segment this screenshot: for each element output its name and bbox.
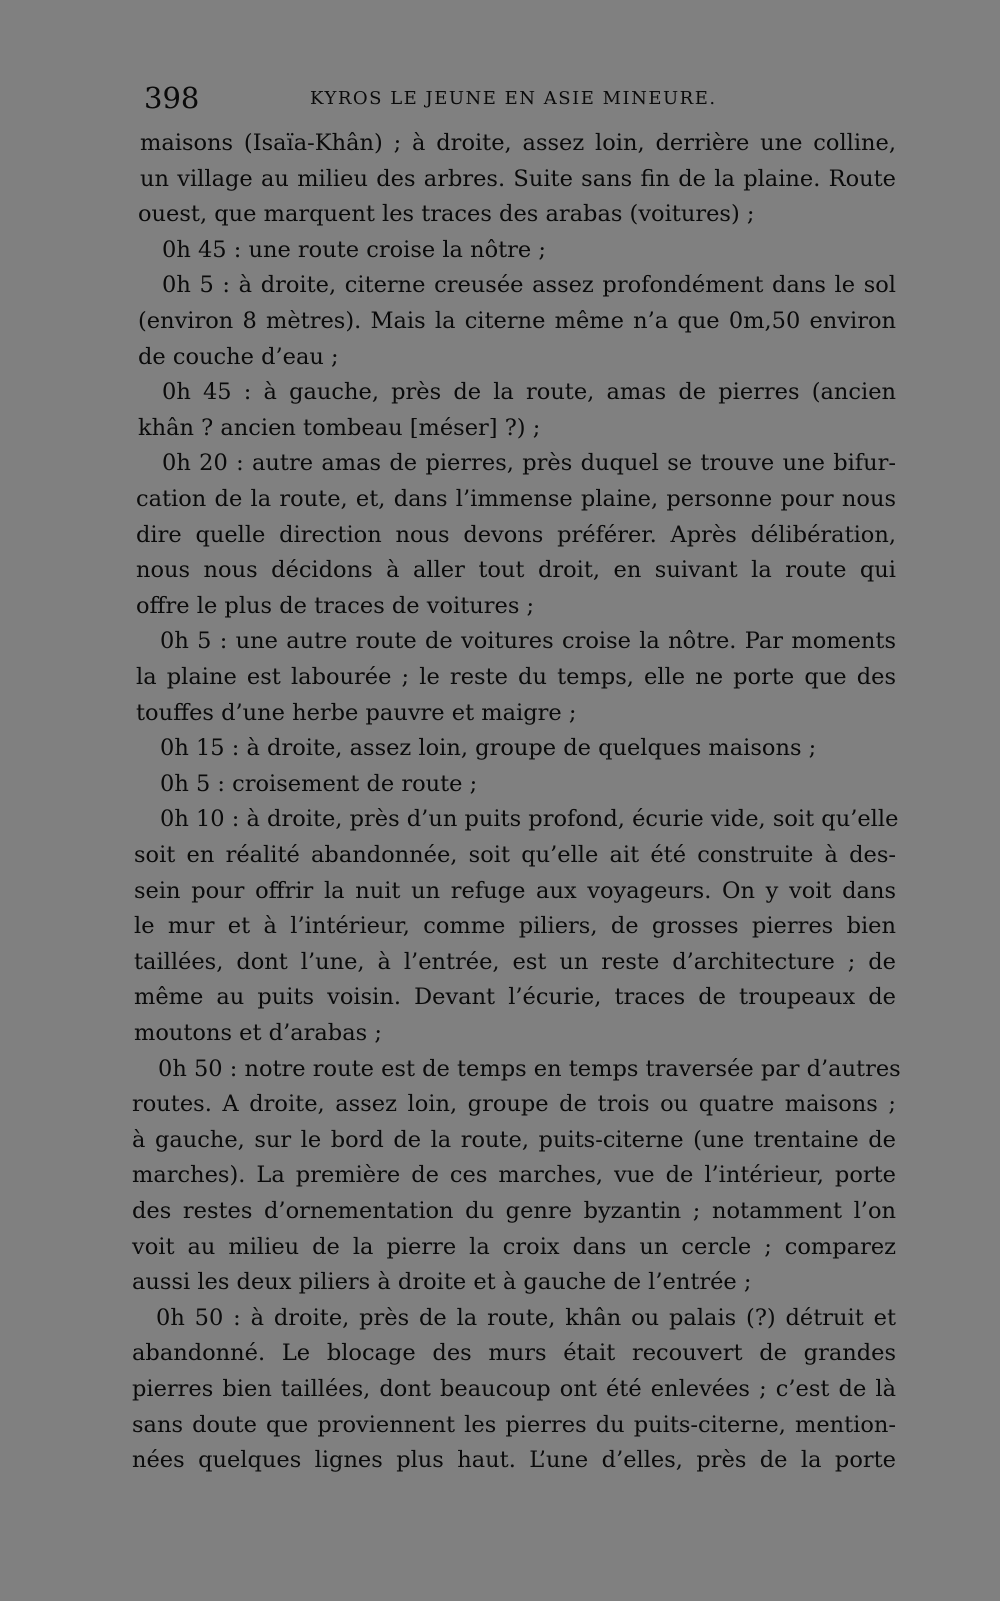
text-line: voit au milieu de la pierre la croix dans un cercle ; comparez <box>132 1233 896 1260</box>
text-line: la plaine est labourée ; le reste du temps, elle ne porte que des <box>136 664 896 690</box>
text-line: maisons (Isaïa-Khân) ; à droite, assez loin, derrière une colline, <box>140 130 896 156</box>
text-line: offre le plus de traces de voitures ; <box>136 592 535 619</box>
running-head: KYROS LE JEUNE EN ASIE MINEURE. <box>310 88 717 109</box>
text-line: dire quelle direction nous devons préférer. Après délibération, <box>136 521 896 548</box>
text-line: (environ 8 mètres). Mais la citerne même n’a que 0m,50 environ <box>138 308 896 334</box>
text-line: touffes d’une herbe pauvre et maigre ; <box>136 699 577 726</box>
text-line: 0h 15 : à droite, assez loin, groupe de quelques maisons ; <box>160 735 817 762</box>
text-line: cation de la route, et, dans l’immense plaine, personne pour nous <box>136 486 896 512</box>
text-line: à gauche, sur le bord de la route, puits-citerne (une trentaine de <box>132 1126 896 1153</box>
text-line: de couche d’eau ; <box>138 343 339 370</box>
text-line: 0h 5 : croisement de route ; <box>160 770 478 797</box>
text-line: sans doute que proviennent les pierres du puits-citerne, mention- <box>132 1411 896 1438</box>
text-line: un village au milieu des arbres. Suite sans fin de la plaine. Route <box>140 165 896 192</box>
text-line: marches). La première de ces marches, vue de l’intérieur, porte <box>132 1162 896 1189</box>
text-line: 0h 10 : à droite, près d’un puits profond, écurie vide, soit qu’elle <box>160 806 899 833</box>
text-line: même au puits voisin. Devant l’écurie, traces de troupeaux de <box>134 984 896 1011</box>
text-line: abandonné. Le blocage des murs était recouvert de grandes <box>132 1340 896 1367</box>
text-line: khân ? ancien tombeau [méser] ?) ; <box>138 414 541 441</box>
text-line: le mur et à l’intérieur, comme piliers, de grosses pierres bien <box>134 913 896 940</box>
text-line: 0h 5 : une autre route de voitures croise la nôtre. Par moments <box>160 628 896 655</box>
text-line: sein pour offrir la nuit un refuge aux voyageurs. On y voit dans <box>134 877 896 904</box>
text-line: 0h 50 : à droite, près de la route, khân ou palais (?) détruit et <box>156 1304 896 1331</box>
text-line: ouest, que marquent les traces des arabas (voitures) ; <box>138 201 755 228</box>
text-line: pierres bien taillées, dont beaucoup ont été enlevées ; c’est de là <box>132 1376 896 1402</box>
page-header <box>140 78 900 118</box>
text-line: soit en réalité abandonnée, soit qu’elle ait été construite à des- <box>134 842 896 868</box>
text-line: 0h 45 : une route croise la nôtre ; <box>162 236 546 263</box>
text-line: taillées, dont l’une, à l’entrée, est un reste d’architecture ; de <box>134 948 896 975</box>
text-line: nées quelques lignes plus haut. L’une d’elles, près de la porte <box>132 1447 896 1474</box>
text-line: aussi les deux piliers à droite et à gauche de l’entrée ; <box>132 1269 752 1296</box>
text-line: des restes d’ornementation du genre byzantin ; notamment l’on <box>132 1198 896 1224</box>
text-line: 0h 20 : autre amas de pierres, près duquel se trouve une bifur- <box>162 450 896 477</box>
text-line: 0h 45 : à gauche, près de la route, amas de pierres (ancien <box>162 379 896 406</box>
text-line: routes. A droite, assez loin, groupe de trois ou quatre maisons ; <box>132 1091 896 1118</box>
text-line: nous nous décidons à aller tout droit, en suivant la route qui <box>136 557 896 584</box>
page-number: 398 <box>144 81 200 115</box>
text-line: moutons et d’arabas ; <box>134 1020 382 1046</box>
text-line: 0h 50 : notre route est de temps en temps traversée par d’autres <box>158 1055 901 1082</box>
text-line: 0h 5 : à droite, citerne creusée assez profondément dans le sol <box>162 272 896 299</box>
